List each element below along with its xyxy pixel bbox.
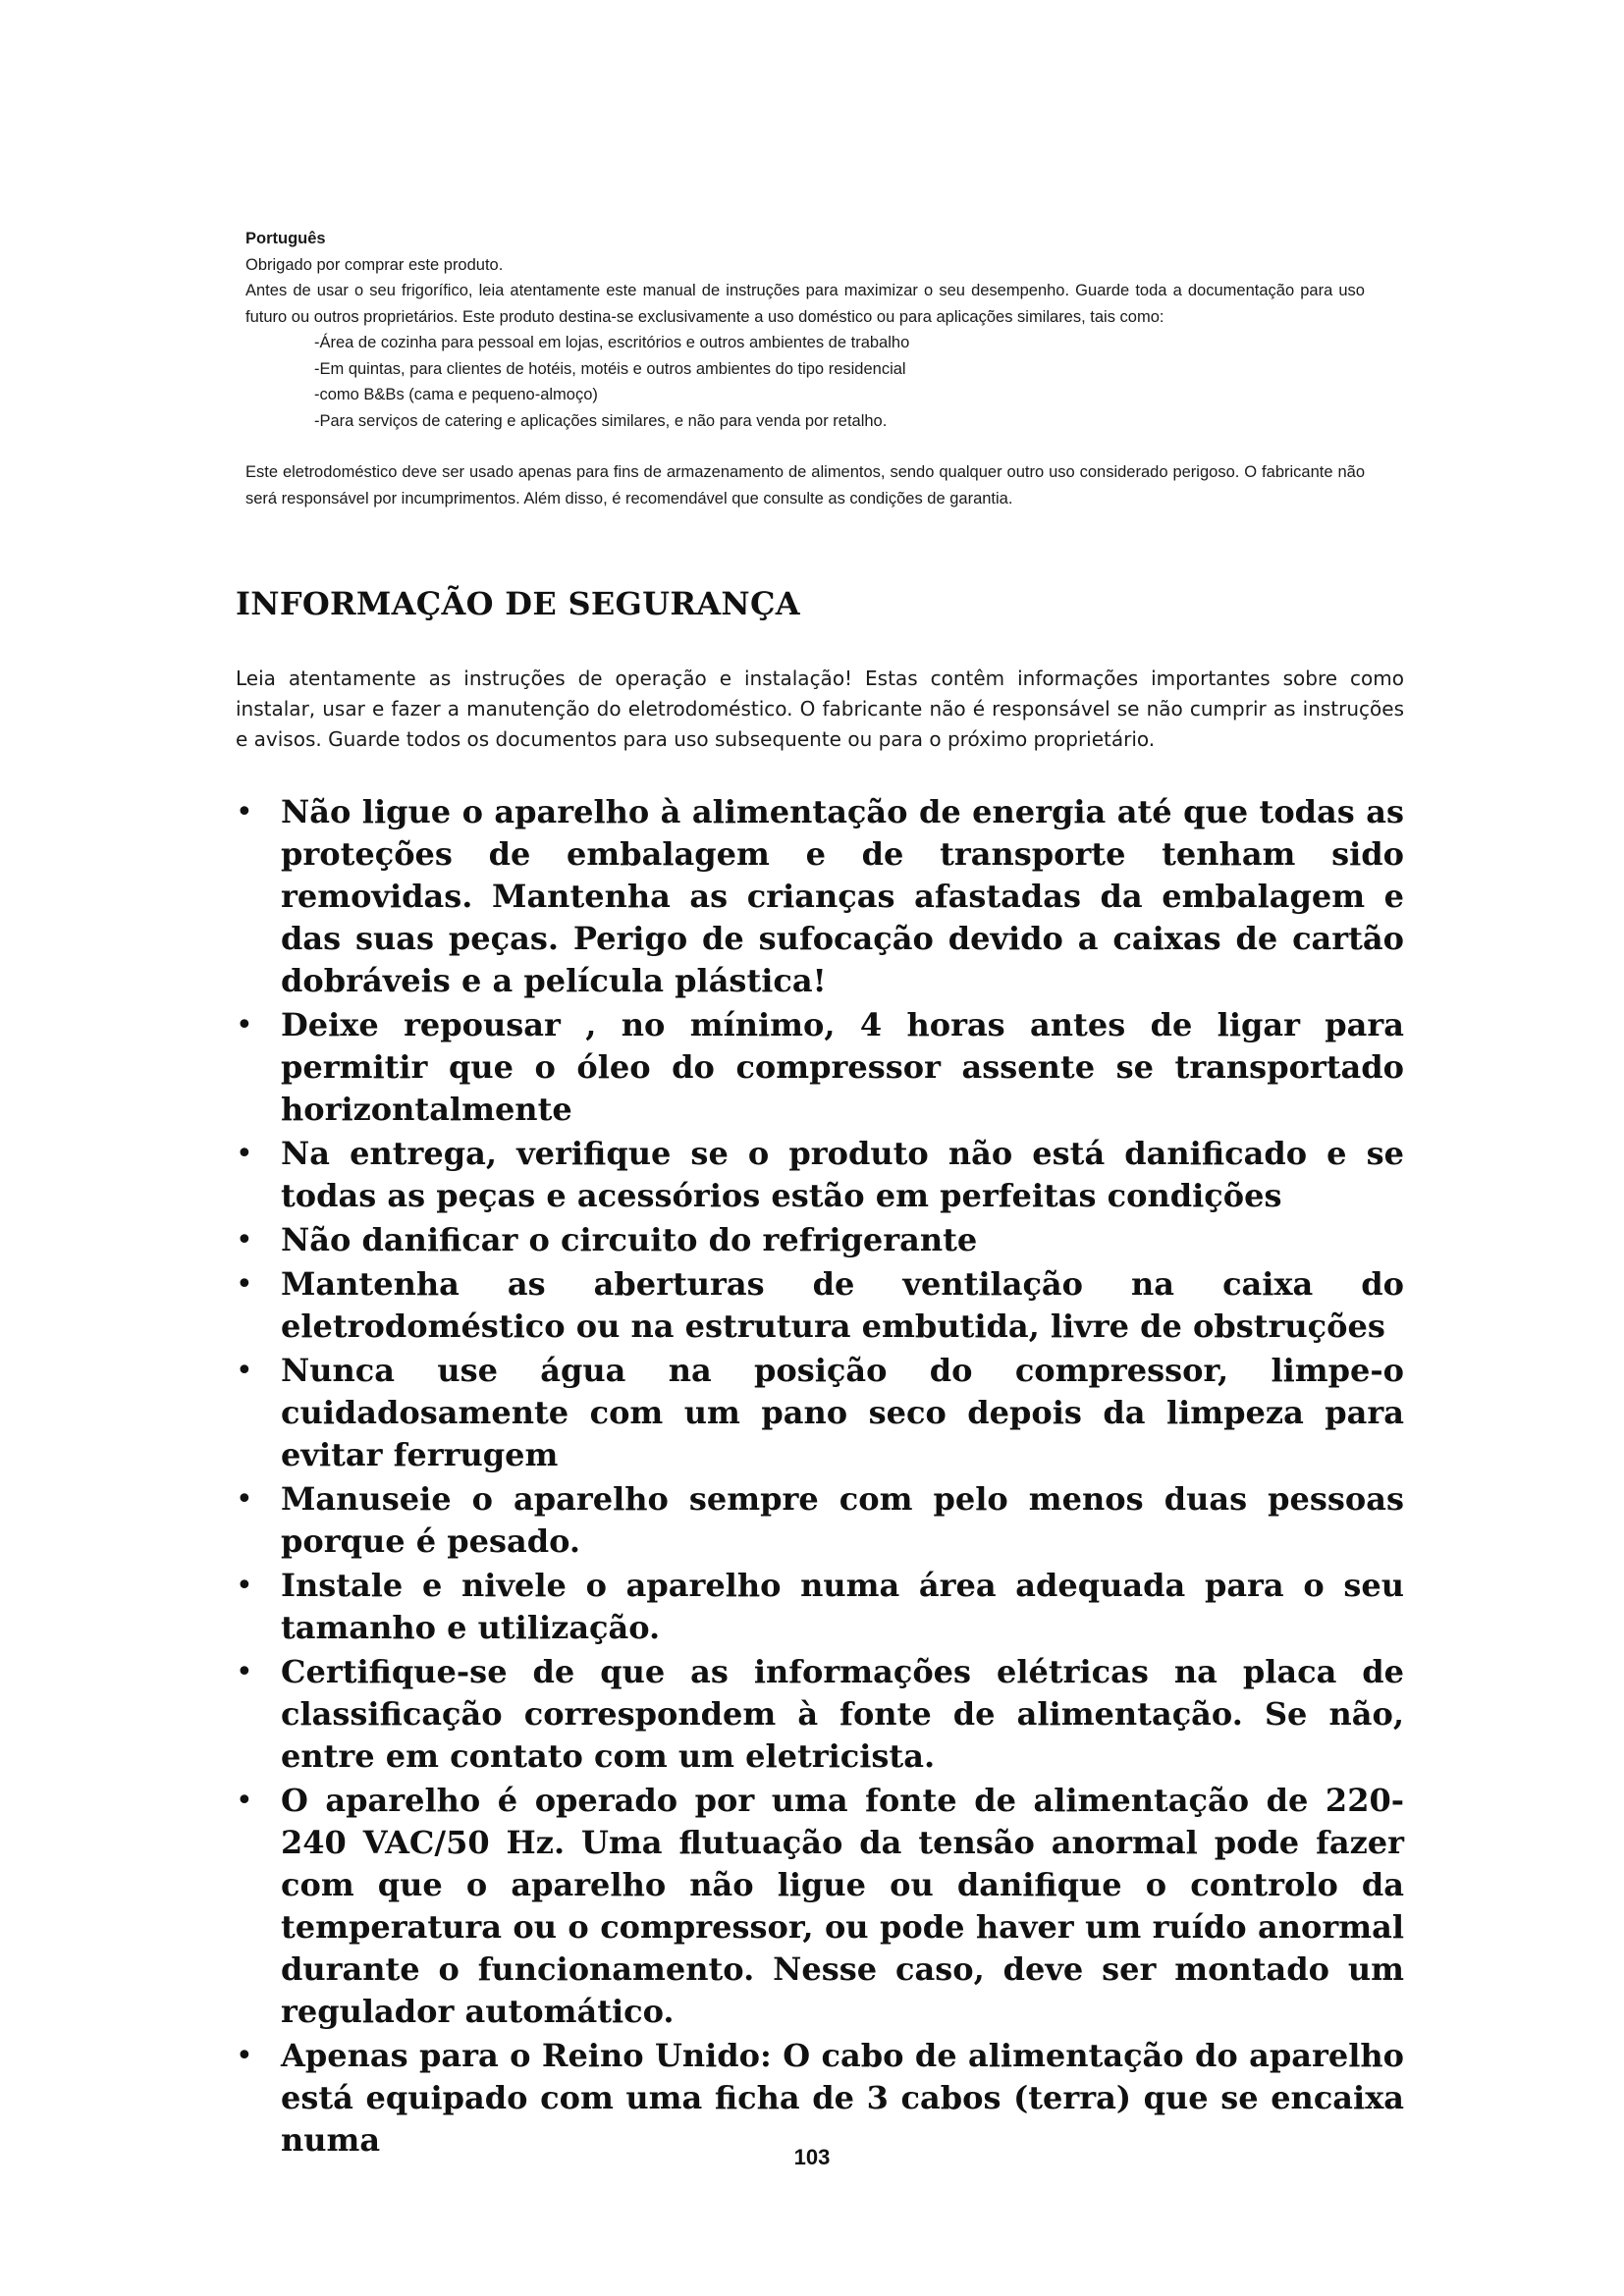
warning-item bbox=[236, 1780, 1404, 2033]
thanks-line: Obrigado por comprar este produto. bbox=[245, 255, 504, 274]
bullet-icon: • bbox=[236, 1008, 253, 1042]
warning-item bbox=[236, 1004, 1404, 1131]
warning-text: Nunca use água na posição do compressor, limpe-o cuidadosamente com um pano seco depois da limpeza para evitar ferrugem bbox=[281, 1352, 1404, 1473]
warning-text: Instale e nivele o aparelho numa área adequada para o seu tamanho e utilização. bbox=[281, 1567, 1404, 1646]
warning-item bbox=[236, 1133, 1404, 1217]
warning-text: Não ligue o aparelho à alimentação de energia até que todas as proteções de embalagem e de transporte tenham sido removidas. Mantenha as crianças afastadas da embalagem e das suas peças. Perigo de sufocação devido a caixas de cartão dobráveis e a película plástica! bbox=[281, 793, 1404, 999]
warning-text: Certifique-se de que as informações elétricas na placa de classificação correspondem à fonte de alimentação. Se não, entre em contato com um eletricista. bbox=[281, 1653, 1404, 1775]
warning-text: Não danificar o circuito do refrigerante bbox=[281, 1221, 978, 1258]
bullet-icon: • bbox=[236, 1267, 253, 1302]
warning-item bbox=[236, 1219, 1404, 1261]
intro-paragraph: Antes de usar o seu frigorífico, leia atentamente este manual de instruções para maximizar o seu desempenho. Guarde toda a documentação para uso futuro ou outros proprietários. Este produto destina-se exclusivamente a uso doméstico ou para aplicações similares, tais como: bbox=[245, 282, 1365, 326]
bullet-icon: • bbox=[236, 1655, 253, 1689]
safety-lead-paragraph: Leia atentamente as instruções de operação e instalação! Estas contêm informações importantes sobre como instalar, usar e fazer a manutenção do eletrodoméstico. O fabricante não é responsável se não cumprir as instruções e avisos. Guarde todos os documentos para uso subsequente ou para o próximo proprietário. bbox=[236, 667, 1404, 751]
bullet-icon: • bbox=[236, 795, 253, 829]
language-heading: Português bbox=[245, 230, 326, 247]
use-item: -como B&Bs (cama e pequeno-almoço) bbox=[314, 386, 598, 403]
page-number: 103 bbox=[793, 2145, 831, 2169]
warning-item bbox=[236, 1478, 1404, 1563]
intro-block bbox=[245, 226, 1365, 511]
use-item: -Área de cozinha para pessoal em lojas, escritórios e outros ambientes de trabalho bbox=[314, 334, 910, 351]
warning-item bbox=[236, 2035, 1404, 2162]
warning-text: Na entrega, verifique se o produto não está danificado e se todas as peças e acessórios estão em perfeitas condições bbox=[281, 1135, 1404, 1214]
warning-item bbox=[236, 1263, 1404, 1348]
warning-text: Deixe repousar , no mínimo, 4 horas antes de ligar para permitir que o óleo do compressor assente se transportado horizontalmente bbox=[281, 1006, 1404, 1128]
disclaimer-paragraph: Este eletrodoméstico deve ser usado apenas para fins de armazenamento de alimentos, sendo qualquer outro uso considerado perigoso. O fabricante não será responsável por incumprimentos. Além disso, é recomendável que consulte as condições de garantia. bbox=[245, 463, 1365, 507]
bullet-icon: • bbox=[236, 1482, 253, 1517]
spacer bbox=[245, 434, 1365, 459]
warning-item bbox=[236, 1350, 1404, 1476]
warning-text: Apenas para o Reino Unido: O cabo de alimentação do aparelho está equipado com uma ficha de 3 cabos (terra) que se encaixa numa bbox=[281, 2037, 1404, 2159]
use-item: -Em quintas, para clientes de hotéis, motéis e outros ambientes do tipo residencial bbox=[314, 359, 906, 378]
bullet-icon: • bbox=[236, 1569, 253, 1603]
warning-item bbox=[236, 791, 1404, 1002]
warning-item bbox=[236, 1651, 1404, 1778]
uses-list bbox=[245, 330, 1365, 434]
warning-text: O aparelho é operado por uma fonte de alimentação de 220-240 VAC/50 Hz. Uma flutuação da tensão anormal pode fazer com que o aparelho não ligue ou danifique o controlo da temperatura ou o compressor, ou pode haver um ruído anormal durante o funcionamento. Nesse caso, deve ser montado um regulador automático. bbox=[281, 1782, 1404, 2030]
warning-item bbox=[236, 1565, 1404, 1649]
bullet-icon: • bbox=[236, 1784, 253, 1818]
bullet-icon: • bbox=[236, 1137, 253, 1171]
bullet-icon: • bbox=[236, 1223, 253, 1257]
warning-text: Manuseie o aparelho sempre com pelo menos duas pessoas porque é pesado. bbox=[281, 1480, 1404, 1560]
use-item: -Para serviços de catering e aplicações similares, e não para venda por retalho. bbox=[314, 411, 888, 430]
bullet-icon: • bbox=[236, 1354, 253, 1388]
safety-warnings-list bbox=[236, 791, 1404, 2163]
section-title: INFORMAÇÃO DE SEGURANÇA bbox=[236, 585, 800, 622]
warning-text: Mantenha as aberturas de ventilação na caixa do eletrodoméstico ou na estrutura embutida, livre de obstruções bbox=[281, 1265, 1404, 1345]
bullet-icon: • bbox=[236, 2039, 253, 2073]
